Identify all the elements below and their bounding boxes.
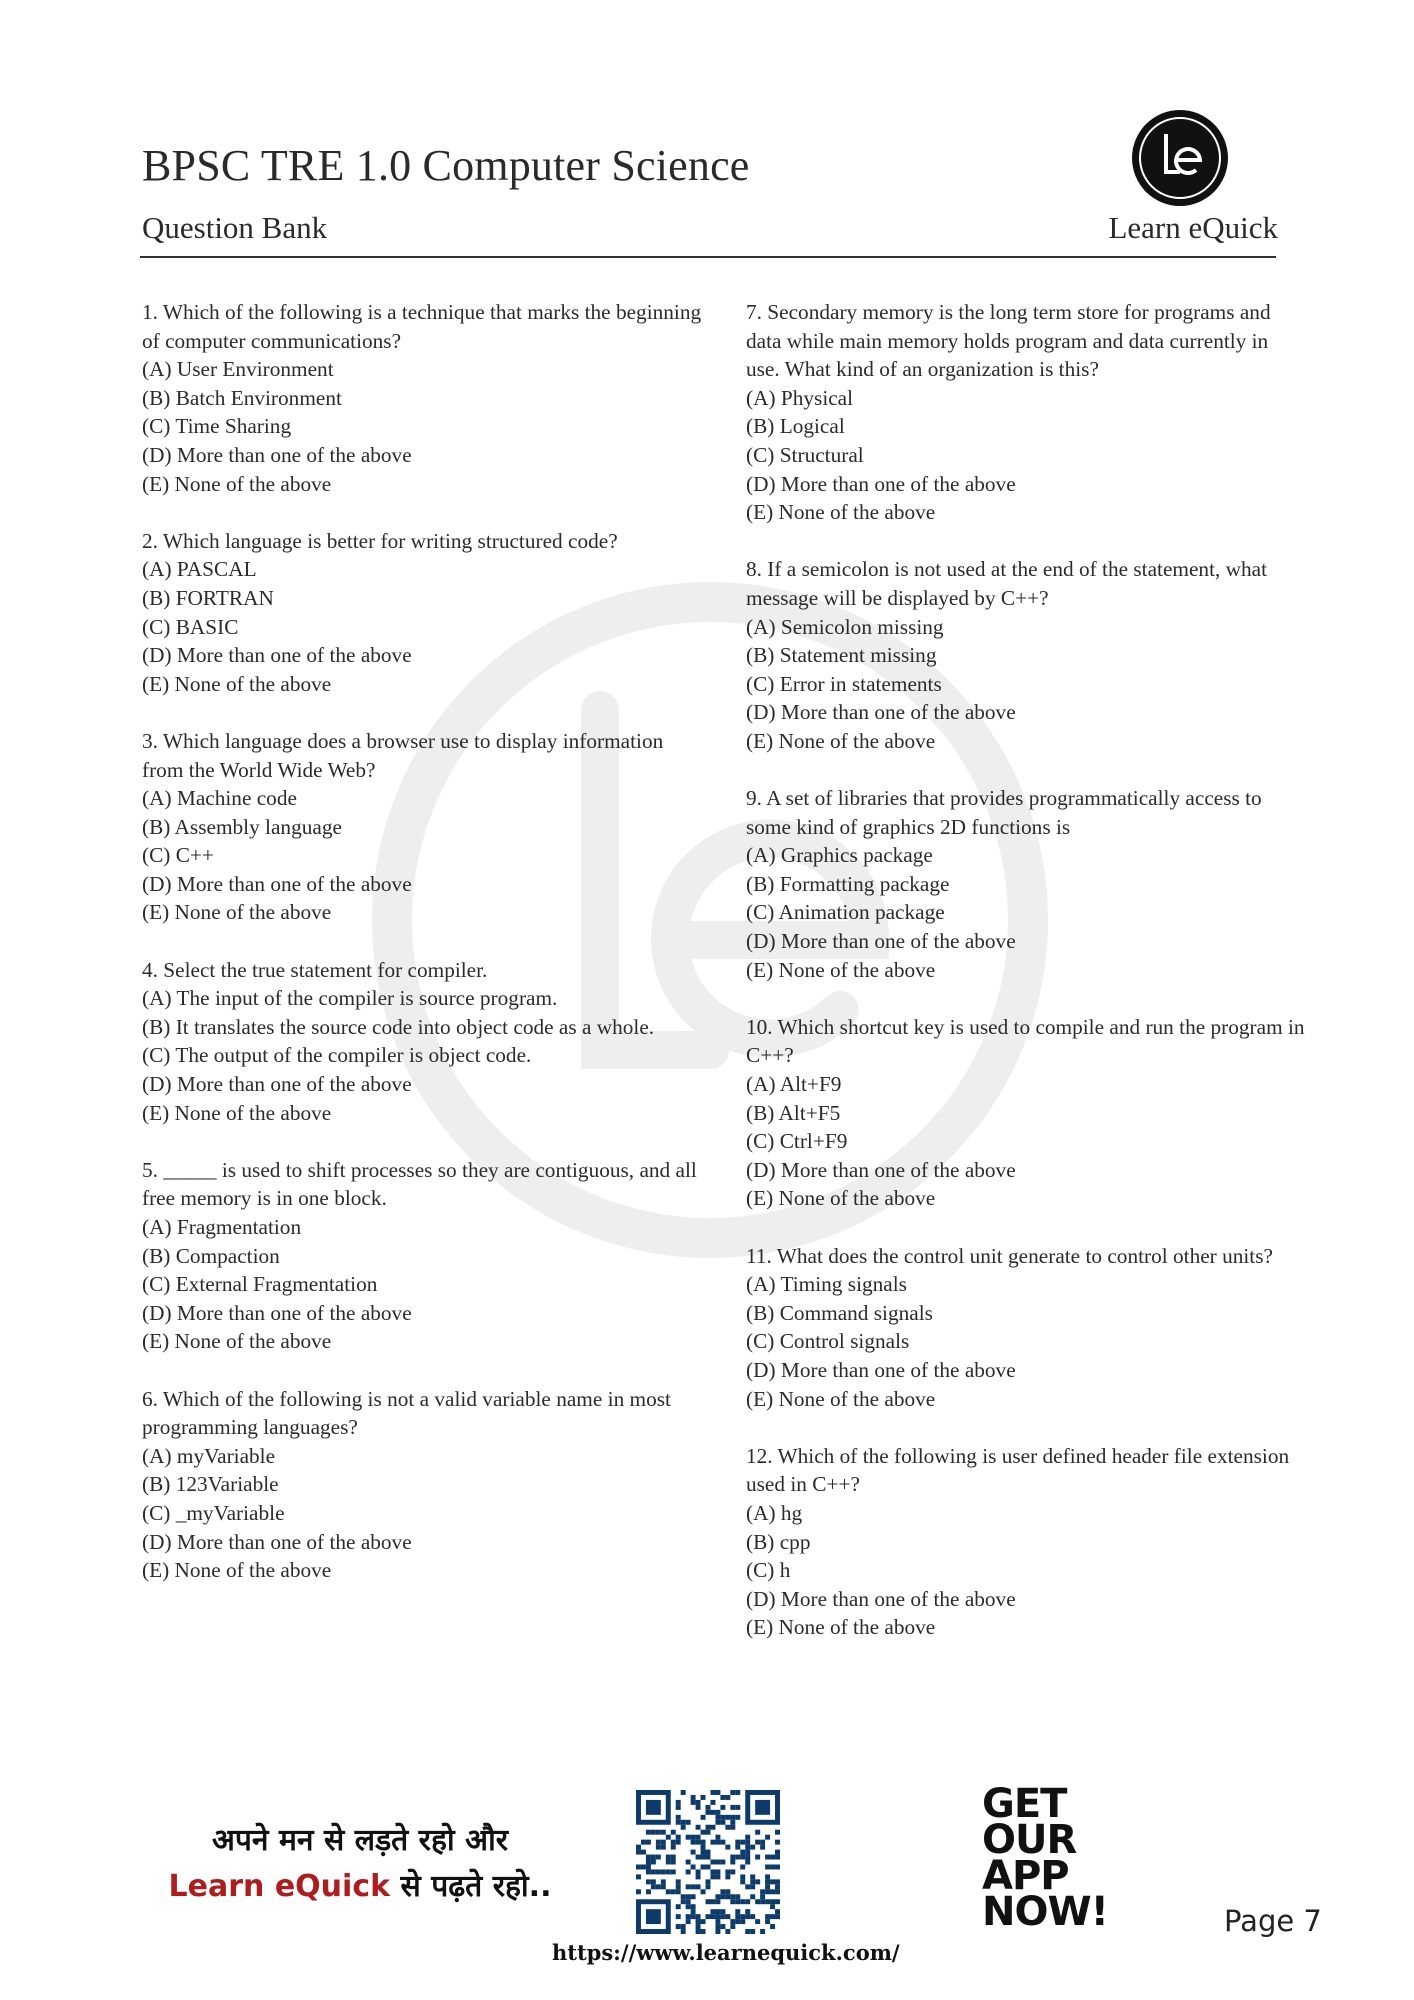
- learn-equick-logo: [1130, 108, 1230, 208]
- question-column-right: [746, 298, 1306, 1671]
- answer-option: (E) None of the above: [142, 1329, 332, 1354]
- question-block: [142, 527, 702, 699]
- answer-option: (A) Timing signals: [746, 1272, 907, 1297]
- question-text: 9. A set of libraries that provides programmatically access to some kind of graphics 2D functions is: [746, 786, 1262, 839]
- app-line-4: NOW!: [982, 1889, 1108, 1935]
- question-text: 7. Secondary memory is the long term store for programs and data while main memory holds program and data currently in use. What kind of an organization is this?: [746, 300, 1271, 382]
- answer-option: (A) User Environment: [142, 357, 334, 382]
- question-block: [142, 298, 702, 498]
- question-block: [142, 1385, 702, 1585]
- answer-option: (E) None of the above: [142, 671, 332, 696]
- question-block: [746, 784, 1306, 984]
- answer-option: (D) More than one of the above: [746, 471, 1016, 496]
- question-text: 5. _____ is used to shift processes so they are contiguous, and all free memory is in one block.: [142, 1157, 697, 1211]
- answer-option: (C) The output of the compiler is object code.: [142, 1043, 532, 1068]
- answer-option: (A) Machine code: [142, 786, 297, 811]
- answer-option: (D) More than one of the above: [142, 1072, 412, 1097]
- answer-option: (B) Statement missing: [746, 643, 937, 668]
- page-title: BPSC TRE 1.0 Computer Science: [142, 141, 750, 190]
- answer-option: (D) More than one of the above: [142, 1529, 412, 1554]
- answer-option: (D) More than one of the above: [142, 643, 412, 668]
- qr-code[interactable]: [636, 1790, 780, 1934]
- page-number: Page 7: [1224, 1904, 1322, 1938]
- answer-option: (B) It translates the source code into object code as a whole.: [142, 1014, 655, 1039]
- page-subtitle: Question Bank: [142, 210, 328, 245]
- brand-name: Learn eQuick: [1108, 210, 1278, 245]
- answer-option: (C) C++: [142, 843, 214, 868]
- slogan-line-1: अपने मन से लड़ते रहो और: [211, 1823, 509, 1858]
- question-text: 1. Which of the following is a technique that marks the beginning of computer communications?: [142, 300, 702, 353]
- answer-option: (D) More than one of the above: [746, 1586, 1016, 1611]
- answer-option: (A) Alt+F9: [746, 1072, 842, 1097]
- question-block: [746, 1013, 1306, 1213]
- question-block: [746, 555, 1306, 755]
- answer-option: (C) External Fragmentation: [142, 1272, 378, 1297]
- question-text: 8. If a semicolon is not used at the end of the statement, what message will be displayed by C++?: [746, 557, 1268, 610]
- slogan-line-2-rest: से पढ़ते रहो..: [390, 1869, 552, 1904]
- answer-option: (E) None of the above: [746, 500, 936, 525]
- answer-option: (B) Alt+F5: [746, 1100, 841, 1125]
- answer-option: (E) None of the above: [746, 1186, 936, 1211]
- answer-option: (E) None of the above: [142, 1100, 332, 1125]
- answer-option: (E) None of the above: [746, 1615, 936, 1640]
- answer-option: (B) Logical: [746, 414, 845, 439]
- answer-option: (C) Ctrl+F9: [746, 1129, 848, 1154]
- answer-option: (D) More than one of the above: [142, 871, 412, 896]
- answer-option: (B) Command signals: [746, 1300, 933, 1325]
- answer-option: (E) None of the above: [142, 900, 332, 925]
- app-line-3: APP: [982, 1853, 1069, 1899]
- answer-option: (B) Compaction: [142, 1243, 280, 1268]
- slogan-line-2: [0, 1864, 720, 1910]
- question-block: [746, 1442, 1306, 1642]
- answer-option: (B) Assembly language: [142, 814, 342, 839]
- answer-option: (D) More than one of the above: [142, 442, 412, 467]
- answer-option: (C) Structural: [746, 442, 864, 467]
- question-block: [142, 1156, 702, 1356]
- answer-option: (B) Batch Environment: [142, 385, 342, 410]
- question-text: 10. Which shortcut key is used to compile and run the program in C++?: [746, 1014, 1305, 1068]
- answer-option: (A) PASCAL: [142, 557, 257, 582]
- answer-option: (E) None of the above: [142, 471, 332, 496]
- question-block: [142, 727, 702, 927]
- answer-option: (C) Control signals: [746, 1329, 910, 1354]
- question-text: 2. Which language is better for writing structured code?: [142, 528, 618, 553]
- answer-option: (C) Error in statements: [746, 671, 942, 696]
- answer-option: (D) More than one of the above: [746, 1357, 1016, 1382]
- answer-option: (A) Fragmentation: [142, 1215, 302, 1239]
- answer-option: (E) None of the above: [746, 957, 936, 982]
- answer-option: (B) 123Variable: [142, 1472, 279, 1497]
- answer-option: (C) BASIC: [142, 614, 239, 639]
- question-column-left: [142, 298, 702, 1613]
- answer-option: (D) More than one of the above: [142, 1300, 412, 1325]
- answer-option: (E) None of the above: [142, 1558, 332, 1583]
- question-text: 12. Which of the following is user defined header file extension used in C++?: [746, 1443, 1290, 1497]
- get-app-banner[interactable]: [982, 1781, 1108, 1935]
- app-line-2: OUR: [982, 1817, 1077, 1863]
- footer-slogan: [0, 1818, 720, 1910]
- answer-option: (D) More than one of the above: [746, 929, 1016, 954]
- answer-option: (B) FORTRAN: [142, 585, 274, 610]
- question-block: [746, 298, 1306, 527]
- answer-option: (C) h: [746, 1558, 791, 1583]
- header-divider: [140, 256, 1276, 258]
- answer-option: (A) Physical: [746, 385, 854, 410]
- answer-option: (A) hg: [746, 1500, 803, 1525]
- answer-option: (A) Graphics package: [746, 843, 933, 868]
- answer-option: (D) More than one of the above: [746, 700, 1016, 725]
- slogan-brand: Learn eQuick: [168, 1869, 391, 1904]
- question-text: 6. Which of the following is not a valid variable name in most programming languages?: [142, 1386, 671, 1440]
- answer-option: (C) Time Sharing: [142, 414, 292, 439]
- question-text: 11. What does the control unit generate to control other units?: [746, 1243, 1273, 1268]
- answer-option: (E) None of the above: [746, 1386, 936, 1411]
- app-line-1: GET: [982, 1781, 1067, 1827]
- answer-option: (C) _myVariable: [142, 1500, 285, 1525]
- answer-option: (A) myVariable: [142, 1443, 276, 1468]
- answer-option: (B) cpp: [746, 1529, 811, 1554]
- answer-option: (A) The input of the compiler is source program.: [142, 986, 558, 1011]
- answer-option: (C) Animation package: [746, 900, 945, 925]
- answer-option: (E) None of the above: [746, 728, 936, 753]
- question-text: 4. Select the true statement for compiler.: [142, 957, 488, 982]
- answer-option: (A) Semicolon missing: [746, 614, 944, 639]
- website-link[interactable]: https://www.learnequick.com/: [552, 1940, 900, 1965]
- question-text: 3. Which language does a browser use to display information from the World Wide Web?: [142, 728, 664, 782]
- question-block: [746, 1242, 1306, 1414]
- answer-option: (D) More than one of the above: [746, 1157, 1016, 1182]
- answer-option: (B) Formatting package: [746, 871, 950, 896]
- question-block: [142, 956, 702, 1128]
